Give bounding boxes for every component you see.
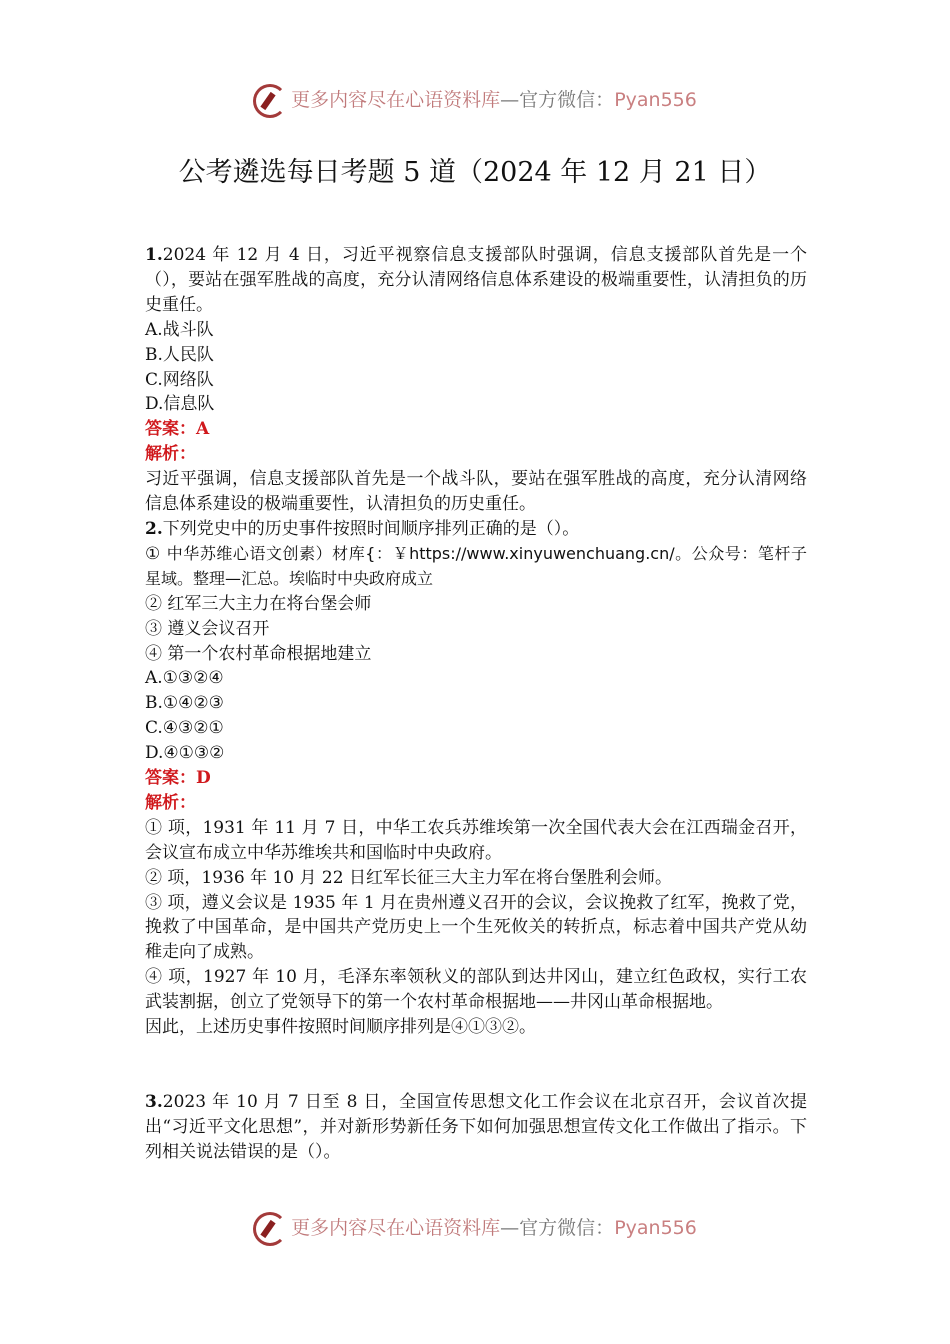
- question-text: 2024 年 12 月 4 日，习近平视察信息支援部队时强调，信息支援部队首先是一个（），要站在强军胜战的高度，充分认清网络信息体系建设的极端重要性，认清担负的历史重任。: [145, 245, 807, 315]
- option: D.④①③②: [145, 743, 225, 764]
- pen-logo-icon: [253, 84, 287, 118]
- spacer: [145, 1040, 807, 1090]
- banner-wechat: 官方微信：: [519, 89, 615, 111]
- event-item: ② 红军三大主力在将台堡会师: [145, 593, 372, 614]
- question-number: 2.: [145, 518, 163, 539]
- analysis-text: ① 项，1931 年 11 月 7 日，中华工农兵苏维埃第一次全国代表大会在江西瑞金召开，会议宣布成立中华苏维埃共和国临时中央政府。: [145, 817, 807, 863]
- question-2-stem: [145, 517, 807, 542]
- banner-id: Pyan556: [614, 1217, 697, 1239]
- option: C.④③②①: [145, 718, 224, 739]
- item-prefix: ①: [145, 543, 167, 564]
- banner-text: 更多内容尽在心语资料库: [291, 1217, 501, 1239]
- banner-text: 更多内容尽在心语资料库: [291, 89, 501, 111]
- analysis-text: 习近平强调，信息支援部队首先是一个战斗队，要站在强军胜战的高度，充分认清网络信息体系建设的极端重要性，认清担负的历史重任。: [145, 469, 807, 515]
- page-title: 公考遴选每日考题 5 道（2024 年 12 月 21 日）: [178, 157, 772, 188]
- banner-sep: —: [500, 1217, 520, 1239]
- analysis-text: ② 项，1936 年 10 月 22 日红军长征三大主力军在将台堡胜利会师。: [145, 867, 672, 888]
- option: A.战斗队: [145, 319, 214, 340]
- option: B.①④②③: [145, 693, 224, 714]
- analysis-text: 因此，上述历史事件按照时间顺序排列是④①③②。: [145, 1017, 536, 1038]
- event-item: [145, 542, 807, 592]
- footer-banner: [0, 1212, 950, 1246]
- option: C.网络队: [145, 369, 214, 390]
- analysis-label: 解析：: [145, 444, 196, 465]
- option: D.信息队: [145, 394, 215, 415]
- pen-logo-icon: [253, 1212, 287, 1246]
- question-3-stem: [145, 1090, 807, 1165]
- question-1-stem: [145, 243, 807, 318]
- option: B.人民队: [145, 344, 214, 365]
- event-item: ④ 第一个农村革命根据地建立: [145, 643, 372, 664]
- option: A.①③②④: [145, 668, 224, 689]
- question-text: 2023 年 10 月 7 日至 8 日，全国宣传思想文化工作会议在北京召开，会议首次提出“习近平文化思想”，并对新形势新任务下如何加强思想宣传文化工作做出了指示。下列相关说法错误的是（）。: [145, 1091, 807, 1162]
- answer: 答案：A: [145, 419, 210, 440]
- question-number: 1.: [145, 245, 163, 265]
- question-text: 下列党史中的历史事件按照时间顺序排列正确的是（）。: [162, 518, 580, 539]
- banner-id: Pyan556: [614, 89, 697, 111]
- question-number: 3.: [145, 1091, 163, 1112]
- banner-wechat: 官方微信：: [519, 1217, 615, 1239]
- analysis-text: ④ 项，1927 年 10 月，毛泽东率领秋义的部队到达井冈山，建立红色政权，实行工农武装割据，创立了党领导下的第一个农村革命根据地——井冈山革命根据地。: [145, 967, 807, 1013]
- header-banner: [0, 84, 950, 118]
- answer: 答案：D: [145, 768, 211, 789]
- document-body: [145, 243, 807, 1165]
- analysis-label: 解析：: [145, 792, 196, 813]
- event-item: ③ 遵义会议召开: [145, 618, 270, 639]
- analysis-text: ③ 项，遵义会议是 1935 年 1 月在贵州遵义召开的会议，会议挽救了红军，挽救了党，挽救了中国革命，是中国共产党历史上一个生死攸关的转折点，标志着中国共产党从幼稚走向了成熟。: [145, 892, 807, 963]
- banner-sep: —: [500, 89, 520, 111]
- item-text: 中华苏维心语文创素）材库{：￥https://www.xinyuwenchuang.cn/。公众号：笔杆子星域。整理—汇总。埃临时中央政府成立: [145, 543, 807, 588]
